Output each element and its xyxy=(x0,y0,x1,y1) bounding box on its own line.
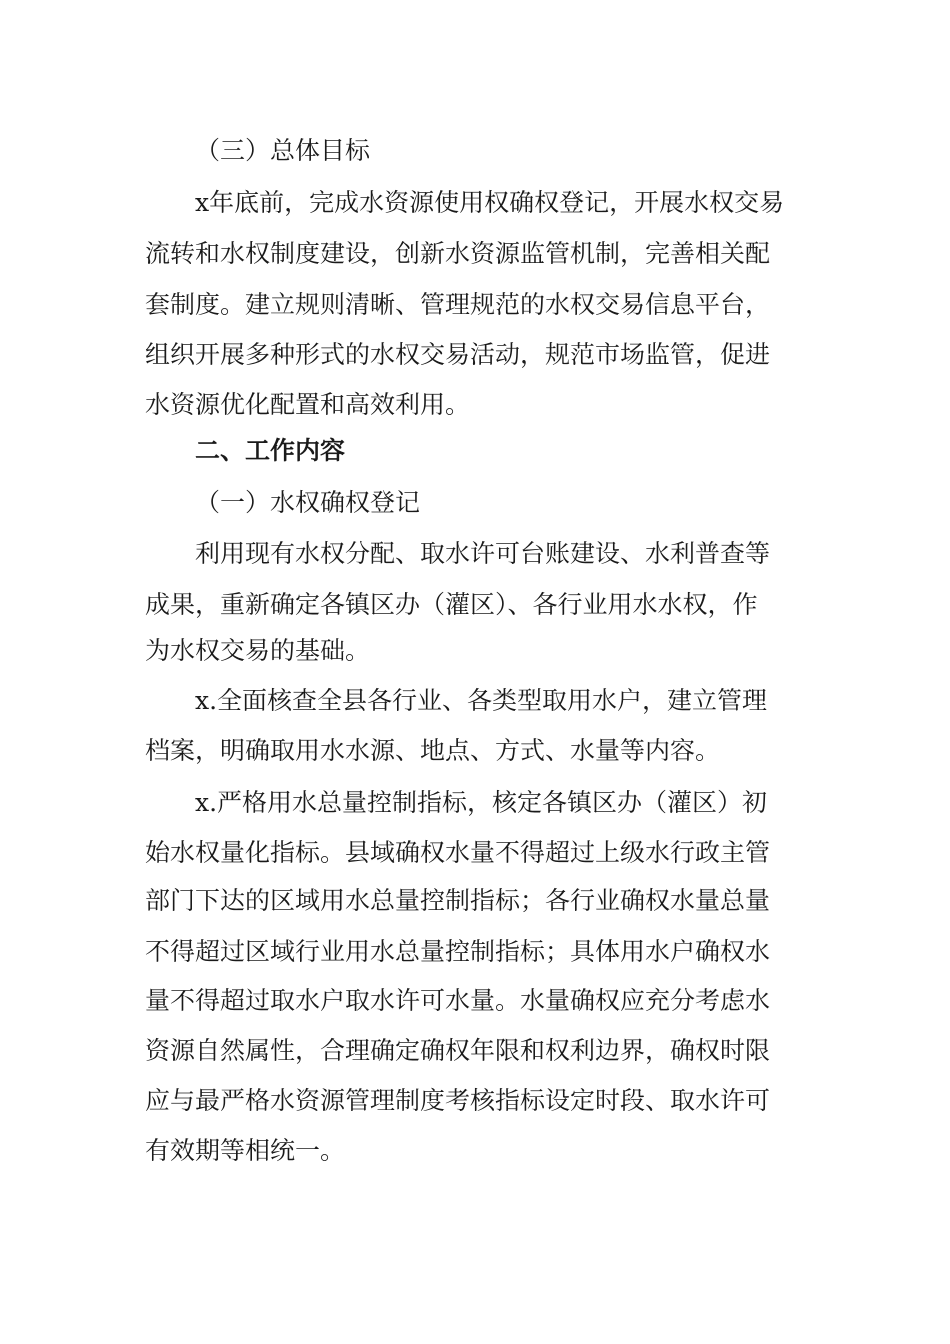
paragraph-line: 利用现有水权分配、取水许可台账建设、水利普查等 xyxy=(195,539,771,568)
paragraph-line: 始水权量化指标。县域确权水量不得超过上级水行政主管 xyxy=(145,838,771,867)
paragraph-line: 应与最严格水资源管理制度考核指标设定时段、取水许可 xyxy=(145,1086,771,1115)
paragraph-line: x年底前，完成水资源使用权确权登记，开展水权交易 xyxy=(195,188,785,217)
paragraph-line: 部门下达的区域用水总量控制指标；各行业确权水量总量 xyxy=(145,886,771,915)
paragraph-line: 档案，明确取用水水源、地点、方式、水量等内容。 xyxy=(145,736,721,765)
list-item-line: x.严格用水总量控制指标，核定各镇区办（灌区）初 xyxy=(195,788,768,817)
section-heading-water-rights-registration: （一）水权确权登记 xyxy=(195,488,421,517)
paragraph-line: 水资源优化配置和高效利用。 xyxy=(145,390,471,419)
list-item-line: x.全面核查全县各行业、各类型取用水户，建立管理 xyxy=(195,686,768,715)
paragraph-line: 流转和水权制度建设，创新水资源监管机制，完善相关配 xyxy=(145,239,771,268)
paragraph-line: 有效期等相统一。 xyxy=(145,1136,346,1165)
paragraph-line: 不得超过区域行业用水总量控制指标；具体用水户确权水 xyxy=(145,937,771,966)
paragraph-line: 资源自然属性，合理确定确权年限和权利边界，确权时限 xyxy=(145,1036,771,1065)
paragraph-line: 成果，重新确定各镇区办（灌区）、各行业用水水权，作 xyxy=(145,590,758,619)
section-heading-overall-goal: （三）总体目标 xyxy=(195,136,371,165)
chapter-heading-work-content: 二、工作内容 xyxy=(195,436,346,465)
paragraph-line: 量不得超过取水户取水许可水量。水量确权应充分考虑水 xyxy=(145,986,771,1015)
paragraph-line: 套制度。建立规则清晰、管理规范的水权交易信息平台， xyxy=(145,290,771,319)
paragraph-line: 组织开展多种形式的水权交易活动，规范市场监管，促进 xyxy=(145,340,771,369)
paragraph-line: 为水权交易的基础。 xyxy=(145,636,371,665)
